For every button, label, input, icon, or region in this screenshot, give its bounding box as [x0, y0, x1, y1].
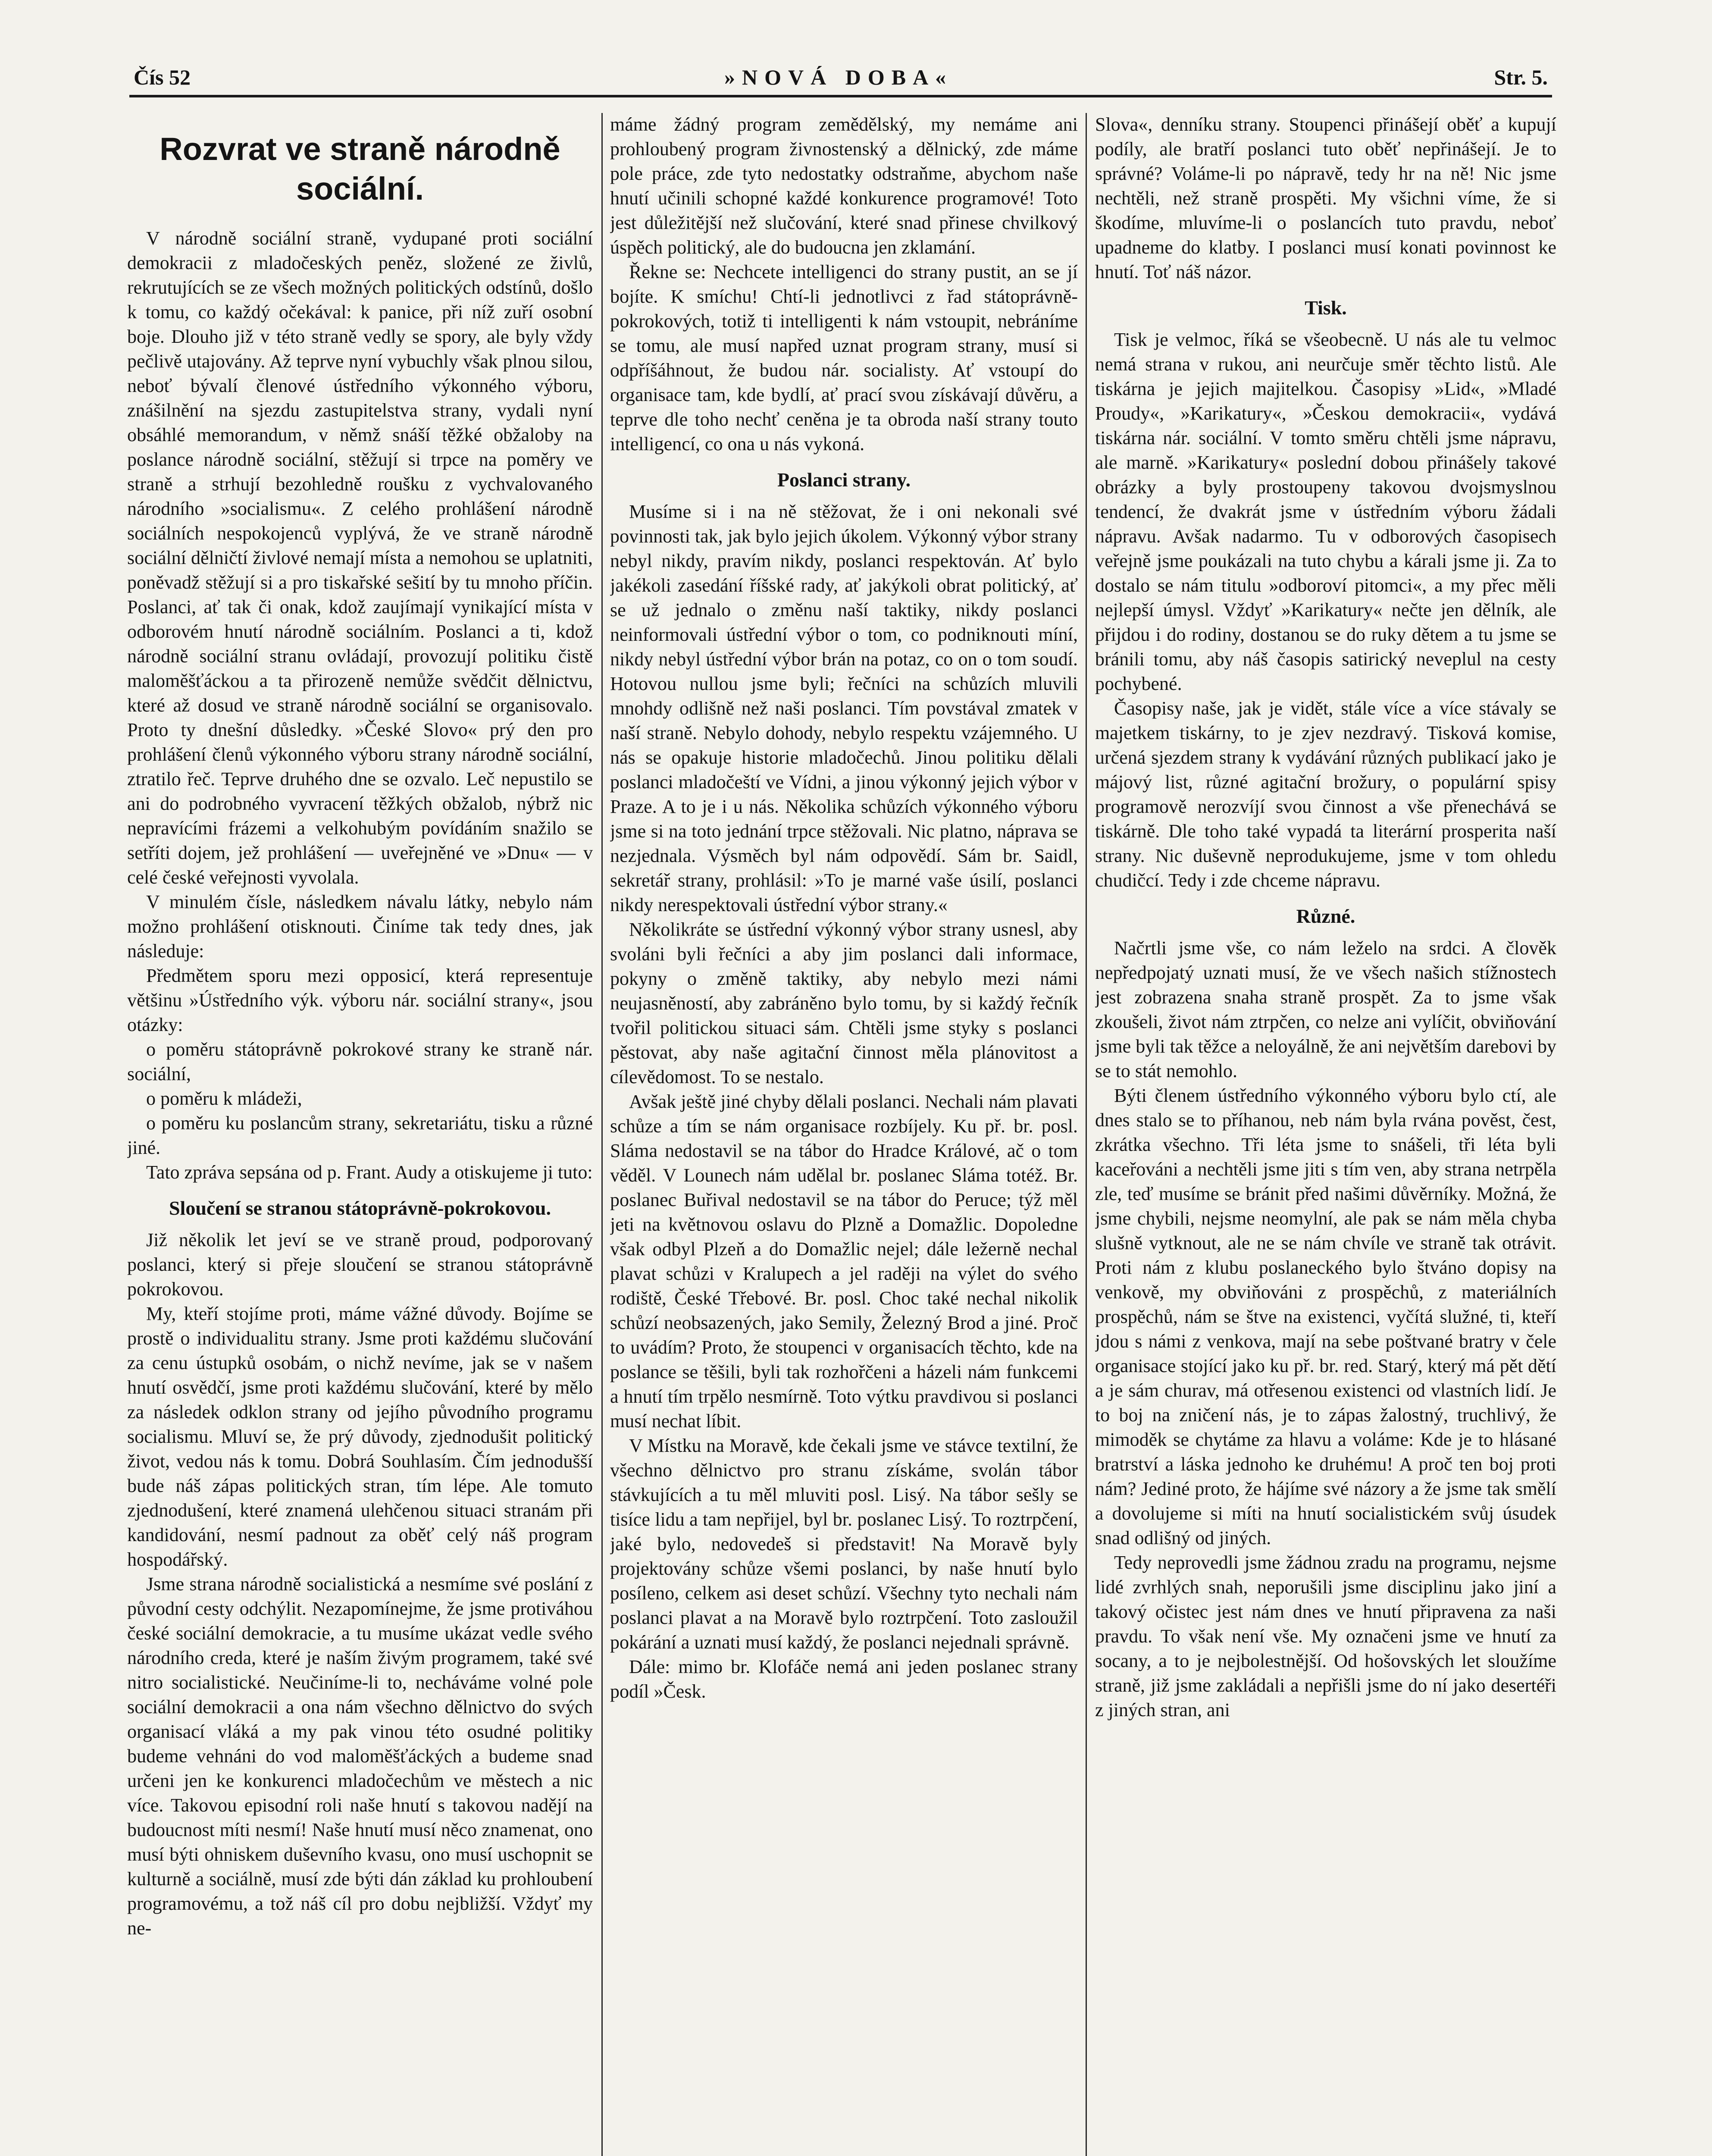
column-3 — [1095, 112, 1556, 2156]
paragraph: Časopisy naše, jak je vidět, stále více a více stávaly se majetkem tiskárny, to je zjev nezdravý. Tisková komise, určená sjezdem strany k vydávání různých publikací jako je májový list, různé agitační brožury, o populární spisy programově nerozvíjí svou činnost a vše přenechává se tiskárně. Dle toho také vypadá ta literární prosperita naší strany. Nic duševně neprodukujeme, jsme v tom ohledu chudičcí. Tedy i zde chceme nápravu. — [1095, 698, 1556, 891]
paragraph: Slova«, denníku strany. Stoupenci přinášejí oběť a kupují podíly, ale bratří poslanci tuto oběť nepřinášejí. Je to správné? Voláme-li po nápravě, tedy hr na ně! Nic jsme nechtěli, než straně prospěti. My všichni víme, že si škodíme, mluvíme-li o poslancích tuto pravdu, neboť upadneme do klatby. I poslanci musí konati povinnost ke hnutí. Toť náš názor. — [1095, 114, 1556, 282]
section-heading: Poslanci strany. — [777, 469, 911, 491]
header-rule — [129, 95, 1552, 97]
paragraph: My, kteří stojíme proti, máme vážné důvody. Bojíme se prostě o individualitu strany. Jsme proti každému slučování za cenu ústupků osobám, o nichž nevíme, jak se v našem hnutí osvědčí, jsme proti každému slučování, které by mělo za následek odklon strany od jejího původního programu socialismu. Mluví se, že prý důvody, zjednodušit politický život, vedou nás k tomu. Dobrá Souhlasím. Čím jednodušší bude náš zápas politických stran, tím lépe. Ale tomuto zjednodušení, které znamená ulehčenou situaci stranám při kandidování, nesmí padnout za oběť celý náš program hospodářský. — [127, 1303, 593, 1570]
paragraph: Dále: mimo br. Klofáče nemá ani jeden poslanec strany podíl »Česk. — [610, 1656, 1078, 1702]
paragraph: máme žádný program zemědělský, my nemáme ani prohloubený program živnostenský a dělnický, zde máme pole práce, zde tyto nedostatky odstraňme, abychom naše hnutí učinili schopné každé konkurence programové! Toto jest důležitější než slučování, které snad přinese chvilkový úspěch politický, ale do budoucna jen zklamání. — [610, 114, 1078, 258]
paragraph: o poměru k mládeži, — [146, 1088, 302, 1109]
section-heading: Tisk. — [1305, 297, 1347, 319]
paragraph: V minulém čísle, následkem návalu látky, nebylo nám možno prohlášení otisknouti. Činíme tak tedy dnes, jak následuje: — [127, 891, 593, 962]
paragraph: o poměru ku poslancům strany, sekretariátu, tisku a různé jiné. — [127, 1112, 593, 1158]
article-headline: Rozvrat ve straně národně sociální. — [160, 131, 560, 207]
paragraph: Řekne se: Nechcete intelligenci do strany pustit, an se jí bojíte. K smíchu! Chtí-li jednotlivci z řad státoprávně-pokrokových, totiž ti intelligenti k nám vstoupit, nebráníme se tomu, ale musí napřed uznat program strany, musí si odpříšáhnout, že budou nár. socialisty. Ať vstoupí do organisace tam, kde bydlí, ať prací svou získávají důvěru, a teprve dle toho nechť ceněna je ta obroda naší strany touto intelligencí, co ona u nás vykoná. — [610, 261, 1078, 454]
paragraph: Načrtli jsme vše, co nám leželo na srdci. A člověk nepředpojatý uznati musí, že ve všech našich stížnostech jest zobrazena snaha straně prospět. Za to jsme však zkoušeli, život nám ztrpčen, co nelze ani vylíčit, obviňování jsme byli tak těžce a neloyálně, že ani největším darebovi by se to stát nemohlo. — [1095, 937, 1556, 1081]
paragraph: Tisk je velmoc, říká se všeobecně. U nás ale tu velmoc nemá strana v rukou, ani neurčuje směr těchto listů. Ale tiskárna je jejich majitelkou. Časopisy »Lid«, »Mladé Proudy«, »Karikatury«, »Českou demokracii«, vydává tiskárna nár. sociální. V tomto směru chtěli jsme nápravu, ale marně. »Karikatury« poslední dobou přinášely takové obrázky a byly prostoupeny takovou dvojsmyslnou tendencí, že dvakrát jsme v ústředním výboru žádali nápravu. Avšak nadarmo. Tu v odborových časopisech veřejně jsme poukázali na tuto chybu a kárali jsme ji. Za to dostalo se nám titulu »odboroví pitomci«, a my přec měli nejlepší úmysl. Vždyť »Karikatury« nečte jen dělník, ale přijdou i do rodiny, dostanou se do ruky dětem a tu jsme se bránili tomu, aby náš časopis satirický neveplul na cesty pochybené. — [1095, 329, 1556, 694]
page-number: Str. 5. — [1494, 65, 1548, 89]
paragraph: Tato zpráva sepsána od p. Frant. Audy a otiskujeme ji tuto: — [146, 1162, 593, 1183]
paragraph: Avšak ještě jiné chyby dělali poslanci. Nechali nám plavati schůze a tím se nám organisace rozbíjely. Ku př. br. posl. Sláma nedostavil se na tábor do Hradce Králové, ač o tom věděl. V Lounech nám udělal br. poslanec Sláma totéž. Br. poslanec Buřival nedostavil se na tábor do Peruce; týž měl jeti na květnovou oslavu do Plzně a Domažlic. Dopoledne však odbyl Plzeň a do Domažlic nejel; dále ležerně nechal plavat schůzi v Kralupech a jel raději na výlet do svého rodiště, České Třebové. Br. posl. Choc také nechal nikolik schůzí neobsazených, jako Semily, Železný Brod a jiné. Proč to uvádím? Proto, že stoupenci v organisacích těchto, kde na poslance se těšili, byli tak rozhořčeni a házeli nám funkcemi a hnutí tím trpělo nesmírně. Toto výtku pravdivou si poslanci musí nechat líbit. — [610, 1091, 1078, 1432]
paragraph: V národně sociální straně, vydupané proti sociální demokracii z mladočeských peněz, složené ze živlů, rekrutujících se ze všech možných politických odstínů, došlo k tomu, co každý očekával: k panice, při níž zuří osobní boje. Dlouho již v této straně vedly se spory, ale byly vždy pečlivě utajovány. Až teprve nyní vybuchly však plnou silou, neboť bývalí členové ústředního výkonného výboru, znášilnění na sjezdu zastupitelstva strany, vydali nyní obsáhlé memorandum, v němž snáší těžké obžaloby na poslance národně sociální, stěžují si trpce na poměry ve straně a strhují bezohledně roušku z vychvalovaného národního »socialismu«. Z celého prohlášení národně sociálních nespokojenců vyplývá, že ve straně národně sociální dělničtí živlové nemají místa a nemohou se uplatniti, poněvadž stěžují si a pro tiskařské sešití by tu mnoho příčin. Poslanci, ať tak či onak, kdož zaujímají vynikající místa v odborovém hnutí národně sociálním. Poslanci a ti, kdož národně sociální stranu ovládají, provozují politiku čistě maloměšťáckou a ta přirozeně nemůže svědčit dělnictvu, které až dosud ve straně národně sociální se organisovalo. Proto ty dnešní důsledky. »České Slovo« prý den pro prohlášení členů výkonného výboru strany národně sociální, ztratilo řeč. Teprve druhého dne se ozvalo. Leč nepustilo se ani do podrobného vyvracení těžkých obžalob, nýbrž nic nepravícími frázemi a velkohubým povídáním snažilo se setříti dojem, jež prohlášení — uveřejněné ve »Dnu« — v celé české veřejnosti vyvolala. — [127, 228, 593, 888]
paragraph: Jsme strana národně socialistická a nesmíme své poslání z původní cesty odchýlit. Nezapomínejme, že jsme protiváhou české sociální demokracie, a tu musíme ukázat vedle svého národního creda, které je naším živým programem, také své nitro socialistické. Neučiníme-li to, necháváme volné pole sociální demokracii a ona nám všechno dělnictvo do svých organisací vláká a my pak vinou této osudné politiky budeme vehnáni do vod maloměšťáckých a budeme snad určeni jen ke konkurenci mladočechům ve městech a nic více. Takovou episodní roli naše hnutí s takovou nadějí na budoucnost míti nesmí! Naše hnutí musí něco znamenat, ono musí býti ohniskem duševního kvasu, ono musí uschopnit se kulturně a sociálně, musí zde býti dán základ ku prohloubení programovému, a tož náš cíl pro dobu nejbližší. Vždyť my ne- — [127, 1573, 593, 1939]
paragraph: Musíme si i na ně stěžovat, že i oni nekonali své povinnosti tak, jak bylo jejich úkolem. Výkonný výbor strany nebyl nikdy, pravím nikdy, poslanci respektován. Ať bylo jakékoli zasedání říšské rady, ať jakýkoli obrat politický, ať se už jednalo o změnu naší taktiky, nikdy poslanci neinformovali ústřední výbor o tom, co podniknouti míní, nikdy nebyl ústřední výbor brán na potaz, co on o tom soudí. Hotovou nullou jsme byli; řečníci na schůzích mluvili mnohdy odlišně než naši poslanci. Tím povstával zmatek v naší straně. Nebylo dohody, nebylo respektu vzájemného. U nás se opakuje historie mladočechů. Jinou politiku dělali poslanci mladočeští ve Vídni, a jinou výkonný jejich výbor v Praze. A to je i u nás. Několika schůzích výkonného výboru jsme si na toto jednání trpce stěžovali. Nic platno, náprava se nezjednala. Výsměch byl nám odpovědí. Sám br. Saidl, sekretář strany, prohlásil: »To je marné vaše úsilí, poslanci nikdy nerespektovali ústřední výbor strany.« — [610, 501, 1078, 915]
issue-number: Čís 52 — [134, 65, 191, 89]
page-header — [129, 65, 1552, 95]
paragraph: Tedy neprovedli jsme žádnou zradu na programu, nejsme lidé zvrhlých snah, neporušili jsme disciplinu jako jiní a takový očistec jest nám dnes ve hnutí připravena za naši pravdu. To však není vše. My označeni jsme ve hnutí za socany, a to je nejbolestnější. Od hošovských let sloužíme straně, již jsme zakládali a nepřišli jsme do ní jako desertéři z jiných stran, ani — [1095, 1552, 1556, 1720]
paragraph: Několikráte se ústřední výkonný výbor strany usnesl, aby svoláni byli řečníci a aby jim poslanci dali informace, pokyny o změně taktiky, aby nebylo mezi námi neujasněností, aby zabráněno bylo tomu, by si každý řečník tvořil politickou situaci sám. Chtěli jsme styky s poslanci pěstovat, aby naše agitační činnost měla plánovitost a cílevědomost. To se nestalo. — [610, 919, 1078, 1087]
section-heading: Různé. — [1296, 905, 1355, 927]
newspaper-title: »NOVÁ DOBA« — [724, 65, 953, 89]
section-heading: Sloučení se stranou státoprávně-pokrokovou. — [169, 1197, 551, 1219]
paragraph: Předmětem sporu mezi opposicí, která representuje většinu »Ústředního výk. výboru nár. sociální strany«, jsou otázky: — [127, 965, 593, 1035]
paragraph: Již několik let jeví se ve straně proud, podporovaný poslanci, který si přeje sloučení se stranou státoprávně pokrokovou. — [127, 1229, 593, 1300]
column-1 — [127, 112, 593, 2156]
paragraph: o poměru státoprávně pokrokové strany ke straně nár. sociální, — [127, 1039, 593, 1084]
paragraph: Býti členem ústředního výkonného výboru bylo ctí, ale dnes stalo se to příhanou, neb nám byla rvána pověst, čest, zkrátka všechno. Tři léta jsme to snášeli, tři léta byli kaceřováni a nechtěli jsme jiti s tím ven, aby strana netrpěla zle, teď musíme se bránit před našimi důvěrníky. Možná, že jsme chybili, nejsme neomylní, ale pak se nám měla chyba slušně vytknout, ale ne se nám chvíle ve straně tak otrávit. Proti nám z klubu poslaneckého bylo štváno dopisy na venkově, my obviňováni z prospěchů, z materiálních prospěchů, nám se štve na existenci, vyčítá služné, ti, kteří jdou s námi z venkova, mají na sebe poštvané bratry v čele organisace stojící jako ku př. br. red. Starý, který má pět dětí a je sám churav, má otřesenou existenci od vlastních lidí. Je to boj na zničení nás, je to zápas žalostný, truchlivý, že mimoděk se chytáme za hlavu a voláme: Kde je to hlásané bratrství a láska jednoho ke druhému! A proč ten boj proti nám? Jediné proto, že hájíme své názory a že jsme tak smělí a dovolujeme si míti na hnutí socialistickém svůj úsudek snad odlišný od jiných. — [1095, 1085, 1556, 1548]
column-divider — [1086, 113, 1087, 2156]
paragraph: V Místku na Moravě, kde čekali jsme ve stávce textilní, že všechno dělnictvo pro stranu získáme, svolán tábor stávkujících a tu měl mluviti posl. Lisý. Na tábor sešly se tisíce lidu a tam nepřijel, byl br. poslanec Lisý. To roztrpčení, jaké bylo, nedovedeš si představit! Na Moravě byly projektovány schůze všemi poslanci, by naše hnutí bylo posíleno, celkem asi deset schůzí. Všechny tyto nechali nám poslanci plavat a na Moravě bylo roztrpčení. Toto zasloužil pokárání a uznati musí každý, že poslanci nejednali správně. — [610, 1435, 1078, 1653]
column-2 — [610, 112, 1078, 2156]
column-divider — [601, 113, 603, 2156]
